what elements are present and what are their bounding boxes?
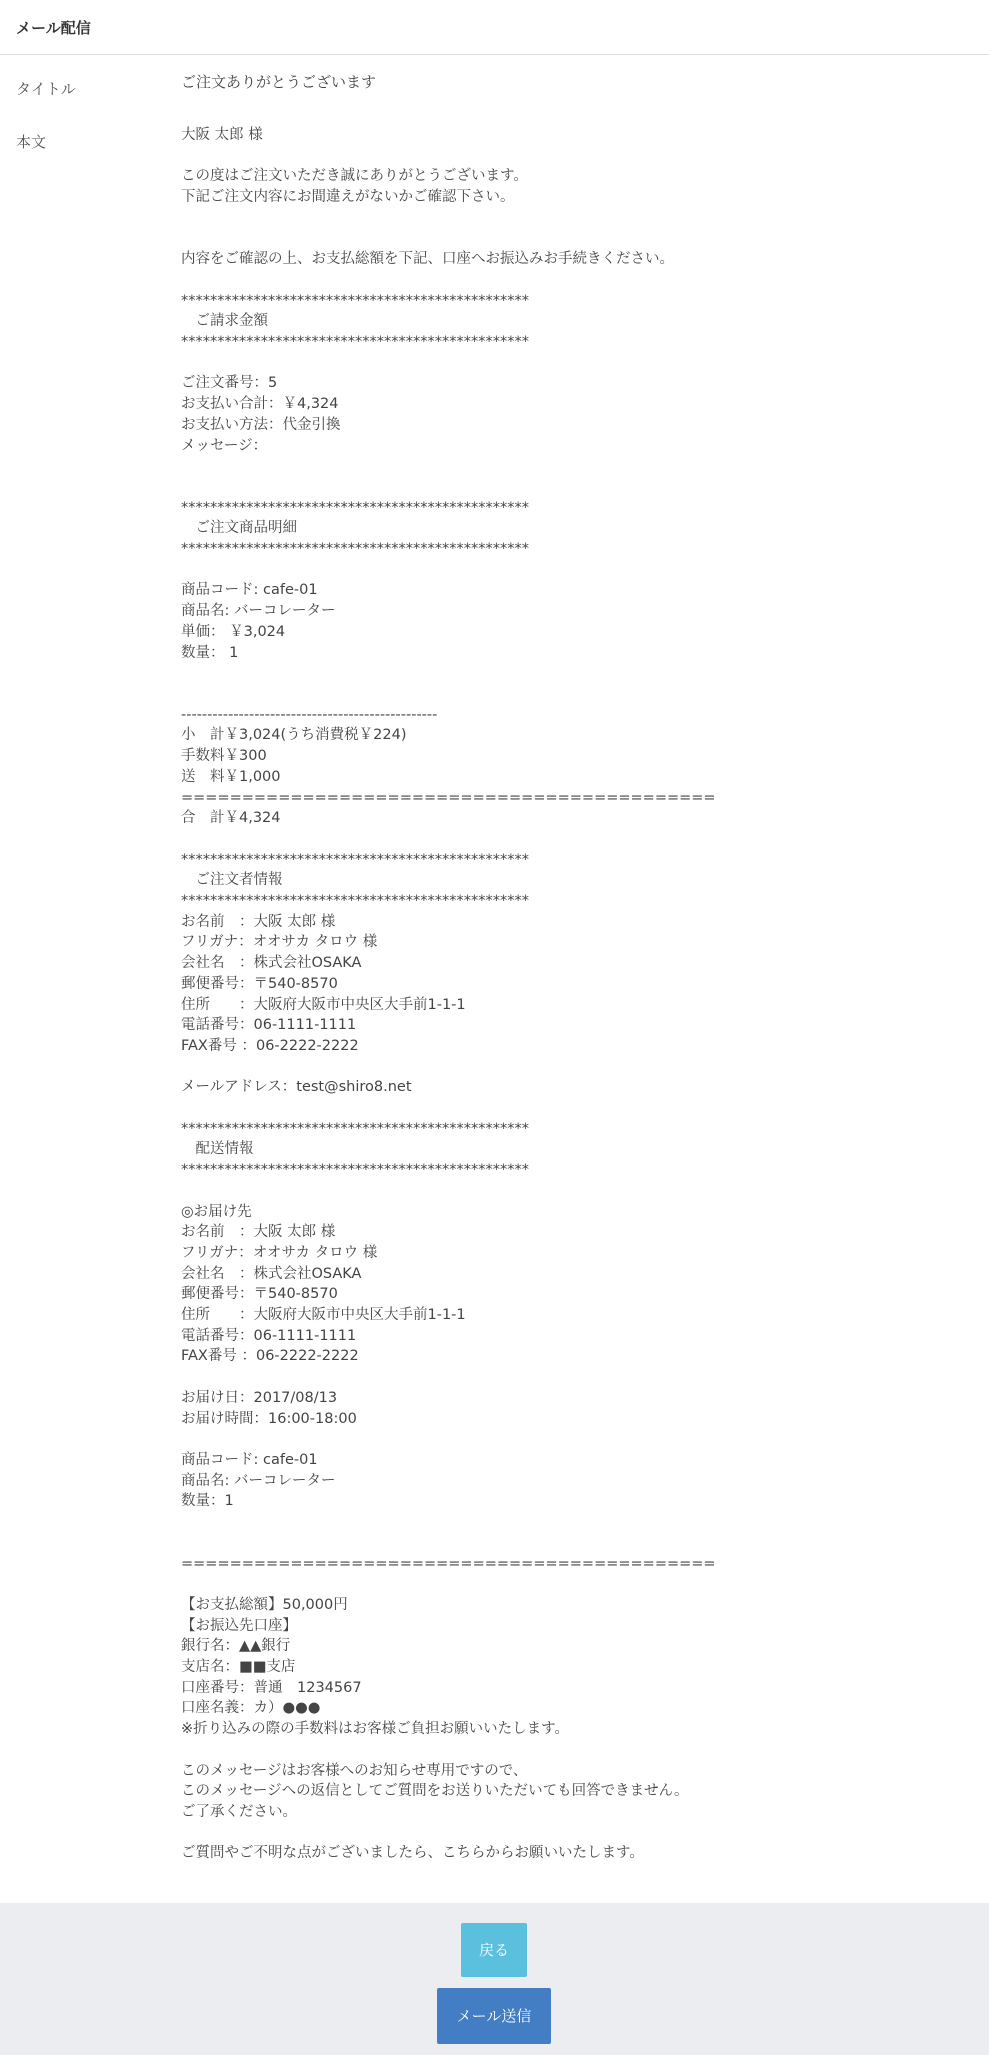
- action-footer: [0, 1903, 989, 2055]
- title-label: タイトル: [16, 80, 76, 98]
- back-button[interactable]: 戻る: [461, 1923, 527, 1977]
- mail-body-text: 大阪 太郎 様 この度はご注文いただき誠にありがとうございます。 下記ご注文内容にお間違えがないかご確認下さい。 内容をご確認の上、お支払総額を下記、口座へお振込みお手続きください。 ************************************************ ご請求金額 ************************************************ ご注文番号：5 お支払い合計：￥4,324 お支払い方法：代金引換 メッセージ： ************************************************ ご注文商品明細 ************************************************ 商品コード: cafe-01 商品名: バーコレーター 単価： ￥3,024 数量： 1 ------------------------------------------------- 小 計￥3,024(うち消費税￥224) 手数料￥300 送 料￥1,000 ============================================ 合 計￥4,324 ************************************************ ご注文者情報 ************************************************ お名前 ：大阪 太郎 様 フリガナ：オオサカ タロウ 様 会社名 ：株式会社OSAKA 郵便番号：〒540-8570 住所 ：大阪府大阪市中央区大手前1-1-1 電話番号：06-1111-1111 FAX番号 ：06-2222-2222 メールアドレス：test@shiro8.net ************************************************ 配送情報 ************************************************ ◎お届け先 お名前 ：大阪 太郎 様 フリガナ：オオサカ タロウ 様 会社名 ：株式会社OSAKA 郵便番号：〒540-8570 住所 ：大阪府大阪市中央区大手前1-1-1 電話番号：06-1111-1111 FAX番号 ：06-2222-2222 お届け日：2017/08/13 お届け時間：16:00-18:00 商品コード: cafe-01 商品名: バーコレーター 数量：1 ============================================ 【お支払総額】50,000円 【お振込先口座】 銀行名：▲▲銀行 支店名：■■支店 口座番号：普通 1234567 口座名義：カ）●●● ※折り込みの際の手数料はお客様ご負担お願いいたします。 このメッセージはお客様へのお知らせ専用ですので、 このメッセージへの返信としてご質問をお送りいただいても回答できません。 ご了承ください。 ご質問やご不明な点がございましたら、こちらからお願いいたします。: [181, 127, 716, 1862]
- page-header: [0, 0, 989, 55]
- page-title: メール配信: [16, 19, 91, 37]
- body-label: 本文: [16, 133, 47, 151]
- title-value: ご注文ありがとうございます: [181, 73, 377, 91]
- send-mail-button[interactable]: メール送信: [437, 1988, 551, 2044]
